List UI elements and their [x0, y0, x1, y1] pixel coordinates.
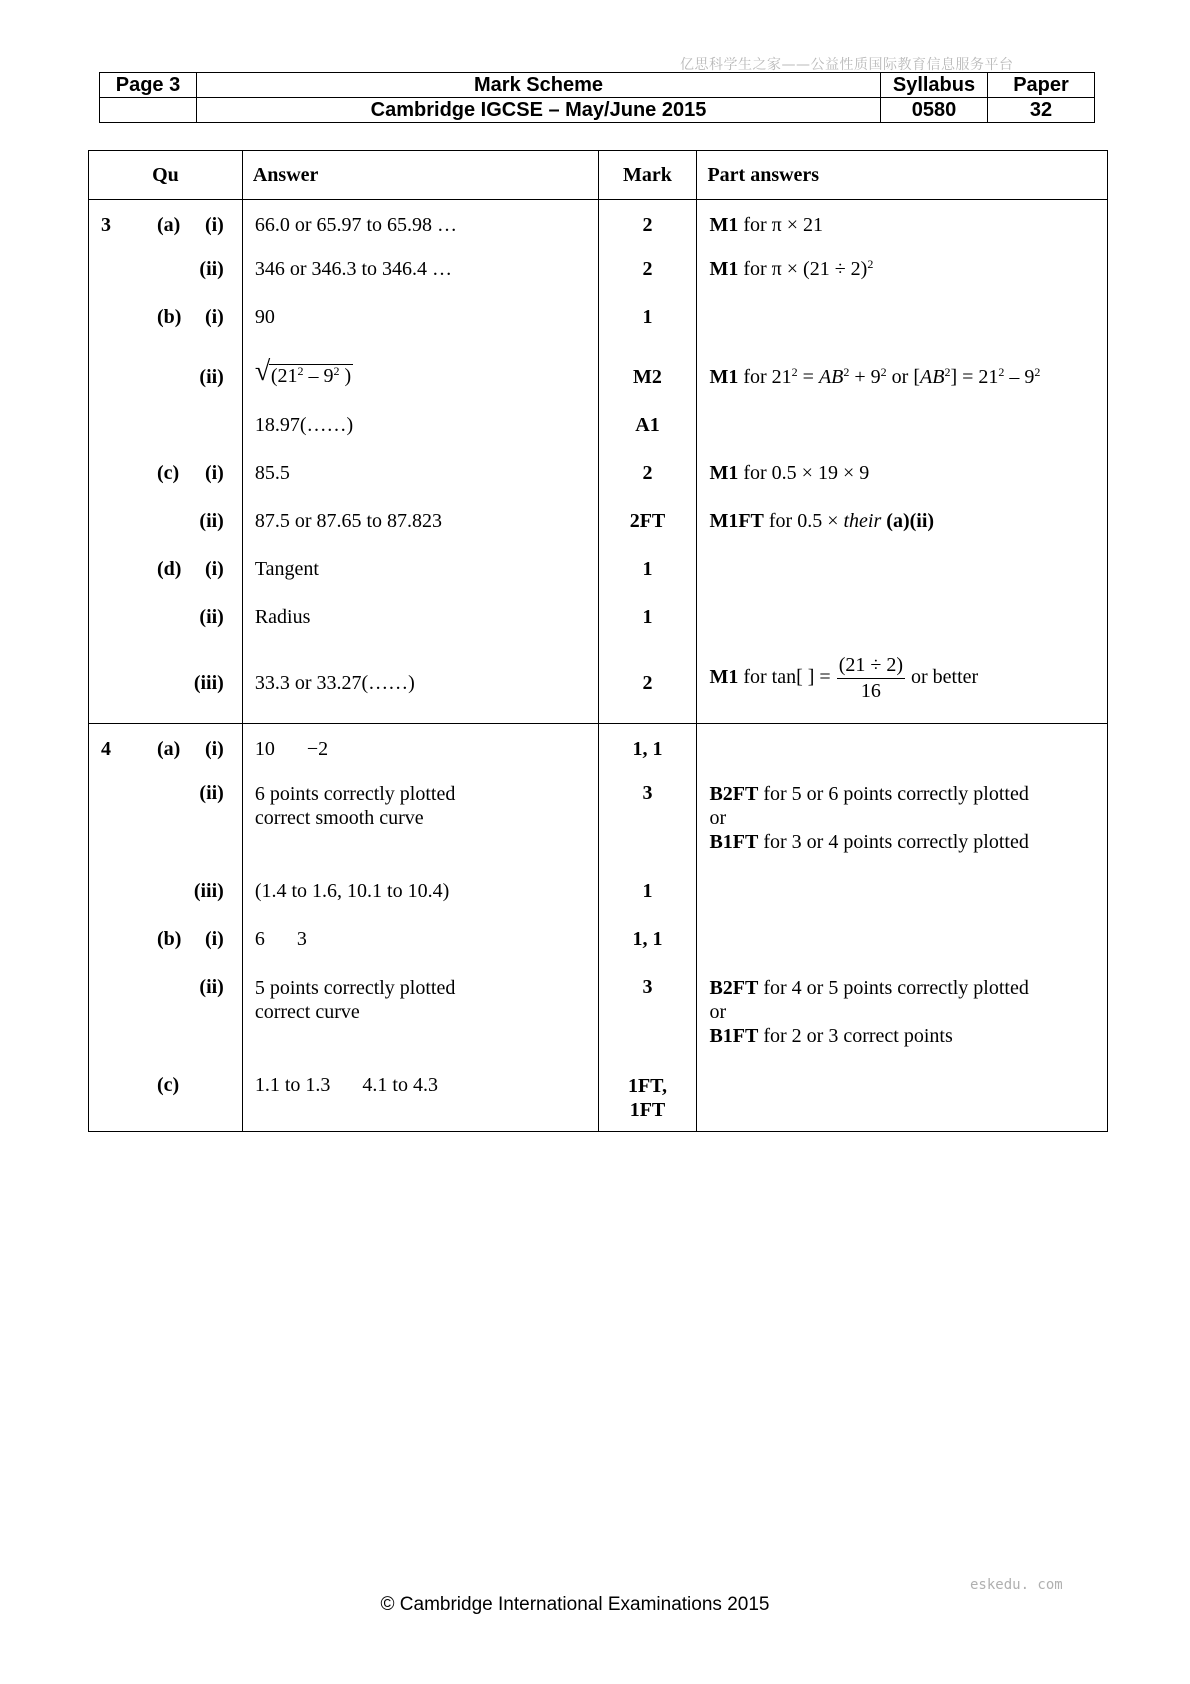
answer-cell: 6 3 [242, 918, 598, 966]
question-subpart: (i) [204, 214, 224, 236]
question-subpart: (i) [204, 738, 224, 760]
answer-cell: 1.1 to 1.3 4.1 to 4.3 [242, 1064, 598, 1132]
question-subpart: (ii) [199, 365, 224, 388]
question-part: (a) [157, 214, 181, 236]
answer-cell: 10 −2 [242, 724, 598, 772]
mark-cell: 2FT [598, 500, 697, 548]
part-answer-cell: M1 for 0.5 × 19 × 9 [697, 452, 1108, 500]
col-answer: Answer [242, 151, 598, 200]
mark-cell: 1 [598, 870, 697, 918]
part-answer-cell [697, 870, 1108, 918]
mark-cell: 1 [598, 296, 697, 344]
footer-site: eskedu. com [970, 1577, 1063, 1593]
question-part: (d) [157, 557, 182, 580]
mark-cell: 2 [598, 200, 697, 248]
question-part: (a) [157, 738, 181, 760]
mark-cell: 1, 1 [598, 724, 697, 772]
answer-cell: Tangent [242, 548, 598, 596]
part-answer-cell: M1 for tan[ ] = $\frac{(21 \div 2)}{16}$ or better [697, 644, 1108, 724]
page-number: Page 3 [100, 73, 197, 98]
question-subpart: (i) [204, 305, 224, 328]
part-answer-cell: B2FT for 4 or 5 points correctly plotted or B1FT for 2 or 3 correct points [697, 966, 1108, 1064]
part-answer-cell: M1 for π × 21 [697, 200, 1108, 248]
table-row [89, 644, 1108, 724]
copyright: © Cambridge International Examinations 2015 [380, 1594, 770, 1615]
table-row [89, 344, 1108, 404]
fraction: $\frac{(21 \div 2)}{16}$ [838, 653, 903, 702]
document-title: Mark Scheme [197, 73, 881, 98]
answer-cell: 90 [242, 296, 598, 344]
table-row [89, 296, 1108, 344]
part-answer-cell [697, 1064, 1108, 1132]
question-subpart: (ii) [199, 257, 224, 280]
document-subtitle: Cambridge IGCSE – May/June 2015 [197, 98, 881, 123]
part-answer-cell [697, 296, 1108, 344]
mark-cell: 1, 1 [598, 918, 697, 966]
table-row [89, 772, 1108, 870]
col-mark: Mark [598, 151, 697, 200]
watermark: 亿思科学生之家——公益性质国际教育信息服务平台 [680, 57, 1014, 73]
mark-cell: 2 [598, 248, 697, 296]
part-answer-cell [697, 724, 1108, 772]
question-subpart: (i) [204, 461, 224, 484]
part-answer-cell [697, 404, 1108, 452]
question-number: 4 [101, 738, 111, 760]
table-row [89, 248, 1108, 296]
part-answer-cell: M1FT for 0.5 × their (a)(ii) [697, 500, 1108, 548]
col-qu: Qu [89, 151, 243, 200]
part-answer-cell: M1 for $\pi \times (21 \div 2)^2$ [697, 248, 1108, 296]
part-answer-cell: M1 for $21^2 = AB^2 + 9^2$ or $[AB^2] = 21^2 - 9^2$ [697, 344, 1108, 404]
question-part: (c) [157, 1073, 180, 1096]
col-part-answers: Part answers [697, 151, 1108, 200]
mark-cell: A1 [598, 404, 697, 452]
question-subpart: (ii) [199, 781, 224, 804]
question-part: (b) [157, 927, 182, 950]
answer-cell: 5 points correctly plotted correct curve [242, 966, 598, 1064]
table-row [89, 870, 1108, 918]
table-row [89, 966, 1108, 1064]
header-table [99, 72, 1095, 123]
mark-cell: 2 [598, 452, 697, 500]
header-empty-cell [100, 98, 197, 123]
table-row [89, 452, 1108, 500]
question-subpart: (ii) [199, 509, 224, 532]
table-row [89, 200, 1108, 248]
mark-cell: 1 [598, 548, 697, 596]
answer-cell: 87.5 or 87.65 to 87.823 [242, 500, 598, 548]
table-row [89, 548, 1108, 596]
table-header-row [89, 151, 1108, 200]
syllabus-label: Syllabus [881, 73, 988, 98]
part-answer-cell [697, 918, 1108, 966]
mark-cell: 3 [598, 772, 697, 870]
question-part: (c) [157, 461, 180, 484]
paper-label: Paper [988, 73, 1095, 98]
mark-cell: 1 [598, 596, 697, 644]
table-row [89, 918, 1108, 966]
answer-cell: 66.0 or 65.97 to 65.98 … [242, 200, 598, 248]
part-answer-cell: B2FT for 5 or 6 points correctly plotted or B1FT for 3 or 4 points correctly plotted [697, 772, 1108, 870]
mark-cell: 3 [598, 966, 697, 1064]
question-subpart: (i) [204, 927, 224, 950]
square-root-expression: √ ($21^2 - 9^2$ ) [254, 355, 352, 387]
question-subpart: (iii) [193, 671, 224, 694]
table-row [89, 724, 1108, 772]
mark-cell: 1FT, 1FT [598, 1064, 697, 1132]
table-row [89, 404, 1108, 452]
table-row [89, 596, 1108, 644]
mark-cell: 2 [598, 644, 697, 724]
question-subpart: (i) [204, 557, 224, 580]
answer-cell: 346 or 346.3 to 346.4 … [242, 248, 598, 296]
table-row [89, 500, 1108, 548]
answer-cell [242, 344, 598, 404]
question-number: 3 [101, 214, 111, 236]
paper-value: 32 [988, 98, 1095, 123]
question-part: (b) [157, 305, 182, 328]
part-answer-cell [697, 596, 1108, 644]
answer-cell: (1.4 to 1.6, 10.1 to 10.4) [242, 870, 598, 918]
answer-cell: 6 points correctly plotted correct smooth curve [242, 772, 598, 870]
question-subpart: (iii) [193, 879, 224, 902]
answer-cell: 18.97(……) [242, 404, 598, 452]
answer-cell: Radius [242, 596, 598, 644]
question-subpart: (ii) [199, 605, 224, 628]
mark-scheme-table [88, 150, 1108, 1132]
syllabus-value: 0580 [881, 98, 988, 123]
question-subpart: (ii) [199, 975, 224, 998]
table-row [89, 1064, 1108, 1132]
mark-cell: M2 [598, 344, 697, 404]
answer-cell: 85.5 [242, 452, 598, 500]
part-answer-cell [697, 548, 1108, 596]
answer-cell: 33.3 or 33.27(……) [242, 644, 598, 724]
